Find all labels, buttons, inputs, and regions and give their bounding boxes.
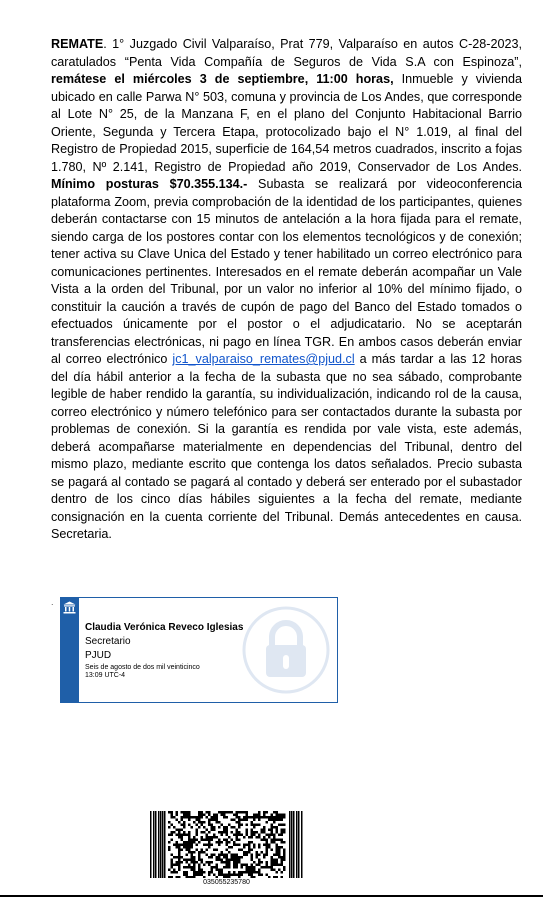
stray-mark: .	[51, 597, 54, 607]
email-link[interactable]: jc1_valparaiso_remates@pjud.cl	[172, 352, 355, 366]
notice-text-2: Inmueble y vivienda ubicado en calle Parwa N° 503, comuna y provincia de Los Andes, que corresponde al Lote N° 25, de la Manzana F, en el plano del Conjunto Habitacional Barrio Oriente, Segunda y Tercera Etapa, protocolizado bajo el N° 1.019, al final del Registro de Propiedad 2015, superficie de 164,54 metros cuadrados, inscrito a fojas 1.780, Nº 2.141, Registro de Propiedad año 2019, Conservador de Los Andes.	[51, 72, 522, 174]
signature-time: 13:09 UTC-4	[85, 672, 126, 679]
electronic-signature	[60, 597, 338, 703]
minimum-bid: Mínimo posturas $70.355.134.-	[51, 177, 248, 191]
signer-organization: PJUD	[85, 650, 112, 661]
signature-strip	[61, 598, 79, 702]
notice-heading: REMATE	[51, 37, 104, 51]
signature-date: Seis de agosto de dos mil veinticinco	[85, 664, 200, 671]
auction-notice	[51, 36, 522, 544]
signer-name: Claudia Verónica Reveco Iglesias	[85, 622, 244, 633]
signer-role: Secretario	[85, 636, 131, 647]
barcode-number: 035055235780	[203, 879, 250, 886]
notice-text-3: Subasta se realizará por videoconferencia plataforma Zoom, previa comprobación de la identidad de los participantes, quienes deberán contactarse con 15 minutos de antelación a la hora fijada para el remate, siendo carga de los postores contar con los elementos tecnológicos y de conexión; tener activa su Clave Unica del Estado y tener habilitado un correo electrónico para comunicaciones pertinentes. Interesados en el remate deberán acompañar un Vale Vista a la orden del Tribunal, por un valor no inferior al 10% del mínimo fijado, o constituir la caución a través de cupón de pago del Banco del Estado tomados o efectuados únicamente por el postor o el adjudicatario. No se aceptarán transferencias electrónicas, ni pago en línea TGR. En ambos casos deberán enviar al correo electrónico	[51, 177, 522, 366]
auction-date: remátese el miércoles 3 de septiembre, 11:00 horas,	[51, 72, 394, 86]
notice-text-4: a más tardar a las 12 horas del día hábil anterior a la fecha de la subasta que no sea sábado, comprobante legible de haber rendido la garantía, su individualización, indicando rol de la causa, correo electrónico y número telefónico para ser contactados durante la subasta por problemas de conexión. Si la garantía es rendida por vale vista, este además, deberá acompañarse materialmente en dependencias del Tribunal, dentro del mismo plazo, mediante escrito que contenga los datos señalados. Precio subasta se pagará al contado se pagará al contado y deberá ser enterado por el subastador dentro de los cinco días hábiles siguientes a la fecha del remate, mediante consignación en la cuenta corriente del Tribunal. Demás antecedentes en causa. Secretaria.	[51, 352, 522, 541]
bottom-rule	[0, 895, 543, 897]
lock-icon	[241, 605, 331, 695]
courthouse-icon	[63, 601, 76, 614]
barcode	[150, 811, 303, 878]
notice-text-1: . 1° Juzgado Civil Valparaíso, Prat 779, Valparaíso en autos C-28-2023, caratulados “Penta Vida Compañía de Seguros de Vida S.A con Espinoza”,	[51, 37, 522, 69]
